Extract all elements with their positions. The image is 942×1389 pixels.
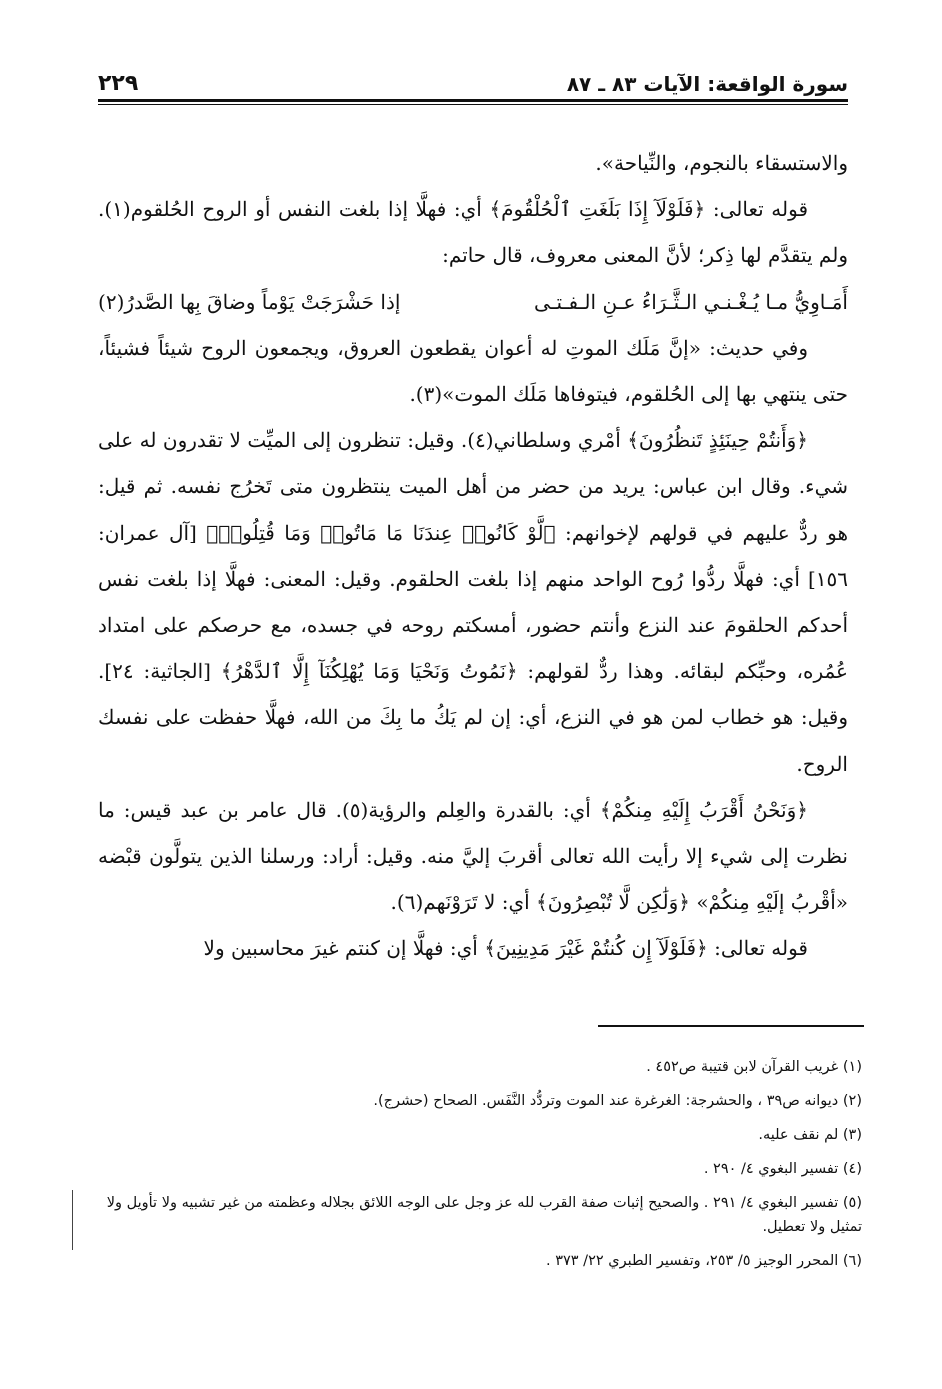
- footnote-5: (٥) تفسير البغوي ٤/ ٢٩١ . والصحيح إثبات صفة القرب لله عز وجل على الوجه اللائق بجلاله وعظمته من غير تشبيه ولا تأويل ولا تمثيل ولا تعطيل.: [106, 1195, 862, 1235]
- main-text: [98, 140, 848, 972]
- header-rule: [98, 99, 848, 105]
- paragraph-4: ﴿وَأَنتُمْ حِينَئِذٍ تَنظُرُونَ﴾ أمْري وسلطاني(٤). وقيل: تنظرون إلى الميِّت لا تقدرون له على شيء. وقال ابن عباس: يريد من حضر من أهل الميت ينتظرون متى تَخرُج نفسه. ثم قيل: هو ردٌّ عليهم في قولهم لإخوانهم: ﴿لَّوْ كَانُوا۟ عِندَنَا مَا مَاتُوا۟ وَمَا قُتِلُوا۟﴾ [آل عمران: ١٥٦] أي: فهلَّا ردُّوا رُوح الواحد منهم إذا بلغت الحلقوم. وقيل: المعنى: فهلَّا إذا بلغت نفس أحدكم الحلقومَ عند النزع وأنتم حضور، أمسكتم روحه في جسده، مع حرصكم على امتداد عُمُره، وحبِّكم لبقائه. وهذا ردٌّ لقولهم: ﴿نَمُوتُ وَنَحْيَا وَمَا يُهْلِكُنَآ إِلَّا ٱلدَّهْرُ﴾ [الجاثية: ٢٤]. وقيل: هو خطاب لمن هو في النزع، أي: إن لم يَكُ ما بِكَ من الله، فهلَّا حفظت على نفسك الروح.: [98, 428, 848, 776]
- verse-second-hemistich: إذا حَشْرَجَتْ يَوْماً وضاقَ بِها الصَّدرُ(٢): [98, 289, 401, 314]
- verse-first-hemistich: أَمَـاوِيُّ مـا يُـغْـنـي الـثَّـرَاءُ عـنِ الـفـتـى: [534, 289, 848, 314]
- footnote-3: (٣) لم نقف عليه.: [758, 1127, 862, 1143]
- paragraph-1: والاستسقاء بالنجوم، والنِّياحة».: [595, 151, 848, 175]
- page-number: ٢٢٩: [98, 71, 139, 96]
- paragraph-6: قوله تعالى: ﴿فَلَوْلَآ إِن كُنتُمْ غَيْرَ مَدِينِينَ﴾ أي: فهلَّا إن كنتم غيرَ محاسبين ولا: [203, 936, 808, 961]
- paragraph-3: وفي حديث: «إنَّ مَلَك الموتِ له أعوان يقطعون العروق، ويجمعون الروح شيئاً فشيئاً، حتى ينتهي بها إلى الحُلقوم، فيتوفاها مَلَك الموت»(٣).: [98, 335, 848, 407]
- paragraph-5: ﴿وَنَحْنُ أَقْرَبُ إِلَيْهِ مِنكُمْ﴾ أي: بالقدرة والعِلم والرؤية(٥). قال عامر بن عبد قيس: ما نظرت إلى شيء إلا رأيت الله تعالى أقربَ إليَّ منه. وقيل: أراد: ورسلنا الذين يتولَّون قبْضه «أقْربُ إلَيْهِ مِنكُمْ» ﴿وَلَٰكِن لَّا تُبْصِرُونَ﴾ أي: لا تَرَوْنَهم(٦).: [98, 797, 848, 915]
- footnote-6: (٦) المحرر الوجيز ٥/ ٢٥٣، وتفسير الطبري ٢٢/ ٣٧٣ .: [545, 1253, 862, 1269]
- footnote-2: (٢) ديوانه ص٣٩ ، والحشرجة: الغرغرة عند الموت وتردُّد النَّفَس. الصحاح (حشرج).: [373, 1093, 862, 1109]
- poetry-verse: [98, 279, 848, 325]
- page-header: [98, 62, 848, 96]
- footnote-separator: [598, 1025, 864, 1027]
- paragraph-2: قوله تعالى: ﴿فَلَوْلَآ إِذَا بَلَغَتِ ٱلْحُلْقُومَ﴾ أي: فهلَّا إذا بلغت النفس أو الروح الحُلقوم(١). ولم يتقدَّم لها ذِكر؛ لأنَّ المعنى معروف، قال حاتم:: [98, 197, 848, 268]
- footnote-4: (٤) تفسير البغوي ٤/ ٢٩٠ .: [703, 1161, 862, 1177]
- footnotes: [98, 1050, 862, 1278]
- margin-mark: [72, 1190, 73, 1250]
- running-title: سورة الواقعة: الآيات ٨٣ ـ ٨٧: [566, 72, 848, 96]
- footnote-1: (١) غريب القرآن لابن قتيبة ص٤٥٢ .: [646, 1059, 862, 1075]
